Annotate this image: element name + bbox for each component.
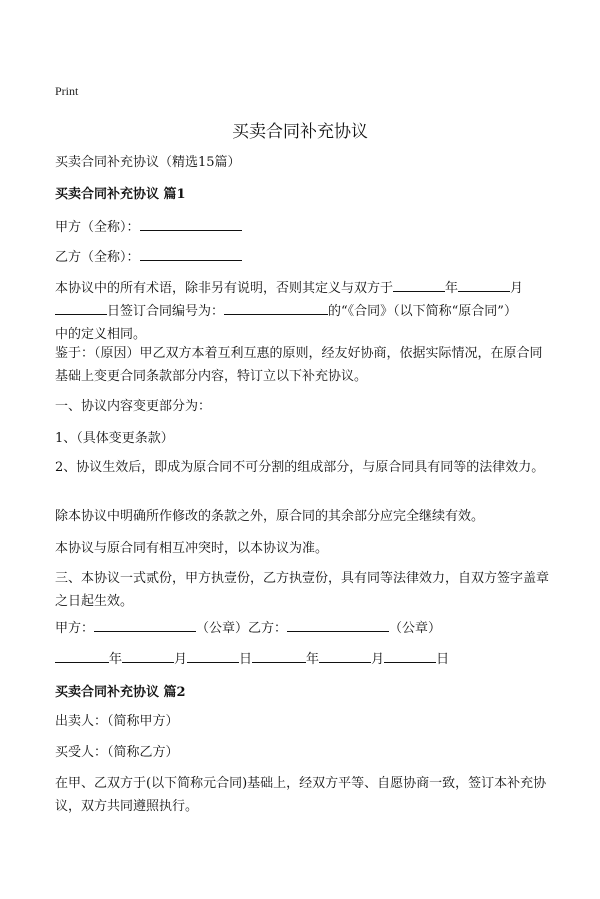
date-b-year: 年 xyxy=(306,652,320,667)
date-a-day: 日 xyxy=(239,652,253,667)
remain-paragraph: 除本协议中明确所作修改的条款之外，原合同的其余部分应完全继续有效。 xyxy=(55,509,485,524)
buyer-line: 买受人：（简称乙方） xyxy=(55,745,179,760)
item-1: 1、（具体变更条款） xyxy=(55,431,174,446)
sign-seal-b: （公章） xyxy=(389,621,442,636)
party-b-line xyxy=(55,246,553,269)
section-heading-2: 买卖合同补充协议 篇2 xyxy=(55,685,186,700)
terms-year: 年 xyxy=(445,281,459,296)
date-line xyxy=(55,648,553,671)
party-a-label: 甲方（全称）： xyxy=(55,220,140,235)
signature-line xyxy=(55,617,553,640)
date-b-year-blank xyxy=(252,648,306,663)
section-1-title: 一、协议内容变更部分为： xyxy=(55,399,212,414)
whereas-paragraph: 鉴于：（原因）甲乙双方本着互利互惠的原则，经友好协商，依据实际情况，在原合同基础上变更合同条款部分内容，特订立以下补充协议。 xyxy=(55,346,543,384)
date-b-day-blank xyxy=(384,648,436,663)
terms-end: 中的定义相同。 xyxy=(55,327,147,342)
terms-quote: 的“《合同》（以下简称“原合同”） xyxy=(328,304,517,319)
date-a-day-blank xyxy=(187,648,239,663)
date-b-day: 日 xyxy=(436,652,450,667)
sign-seal-a: （公章）乙方： xyxy=(196,621,288,636)
terms-number-blank xyxy=(224,300,328,315)
sign-b-blank xyxy=(287,617,389,632)
terms-month: 月 xyxy=(510,281,524,296)
date-a-month: 月 xyxy=(174,652,188,667)
section-heading-1: 买卖合同补充协议 篇1 xyxy=(55,187,186,202)
date-a-year-blank xyxy=(55,648,109,663)
conflict-paragraph: 本协议与原合同有相互冲突时，以本协议为准。 xyxy=(55,541,329,556)
date-b-month-blank xyxy=(319,648,371,663)
terms-day: 日签订合同编号为： xyxy=(107,304,225,319)
intro-paragraph: 在甲、乙双方于(以下简称元合同)基础上，经双方平等、自愿协商一致，签订本补充协议，双方共同遵照执行。 xyxy=(55,776,547,814)
terms-paragraph xyxy=(55,277,553,346)
party-a-line xyxy=(55,216,553,239)
terms-year-blank xyxy=(393,277,445,292)
sign-a-label: 甲方： xyxy=(55,621,95,636)
terms-month-blank xyxy=(458,277,510,292)
party-b-label: 乙方（全称）： xyxy=(55,250,140,265)
date-b-month: 月 xyxy=(371,652,385,667)
party-b-blank xyxy=(140,246,242,261)
document-subtitle: 买卖合同补充协议（精选15篇） xyxy=(55,155,241,170)
item-2: 2、协议生效后，即成为原合同不可分割的组成部分，与原合同具有同等的法律效力。 xyxy=(55,460,545,475)
party-a-blank xyxy=(140,216,242,231)
print-label[interactable]: Print xyxy=(55,84,79,98)
terms-text-1: 本协议中的所有术语，除非另有说明，否则其定义与双方于 xyxy=(55,281,394,296)
date-a-month-blank xyxy=(122,648,174,663)
seller-line: 出卖人：（简称甲方） xyxy=(55,714,179,729)
sign-a-blank xyxy=(94,617,196,632)
section-3-paragraph: 三、本协议一式贰份，甲方执壹份，乙方执壹份，具有同等法律效力，自双方签字盖章之日起生效。 xyxy=(55,571,550,609)
document-title: 买卖合同补充协议 xyxy=(232,122,368,142)
date-a-year: 年 xyxy=(109,652,123,667)
terms-day-blank xyxy=(55,300,107,315)
